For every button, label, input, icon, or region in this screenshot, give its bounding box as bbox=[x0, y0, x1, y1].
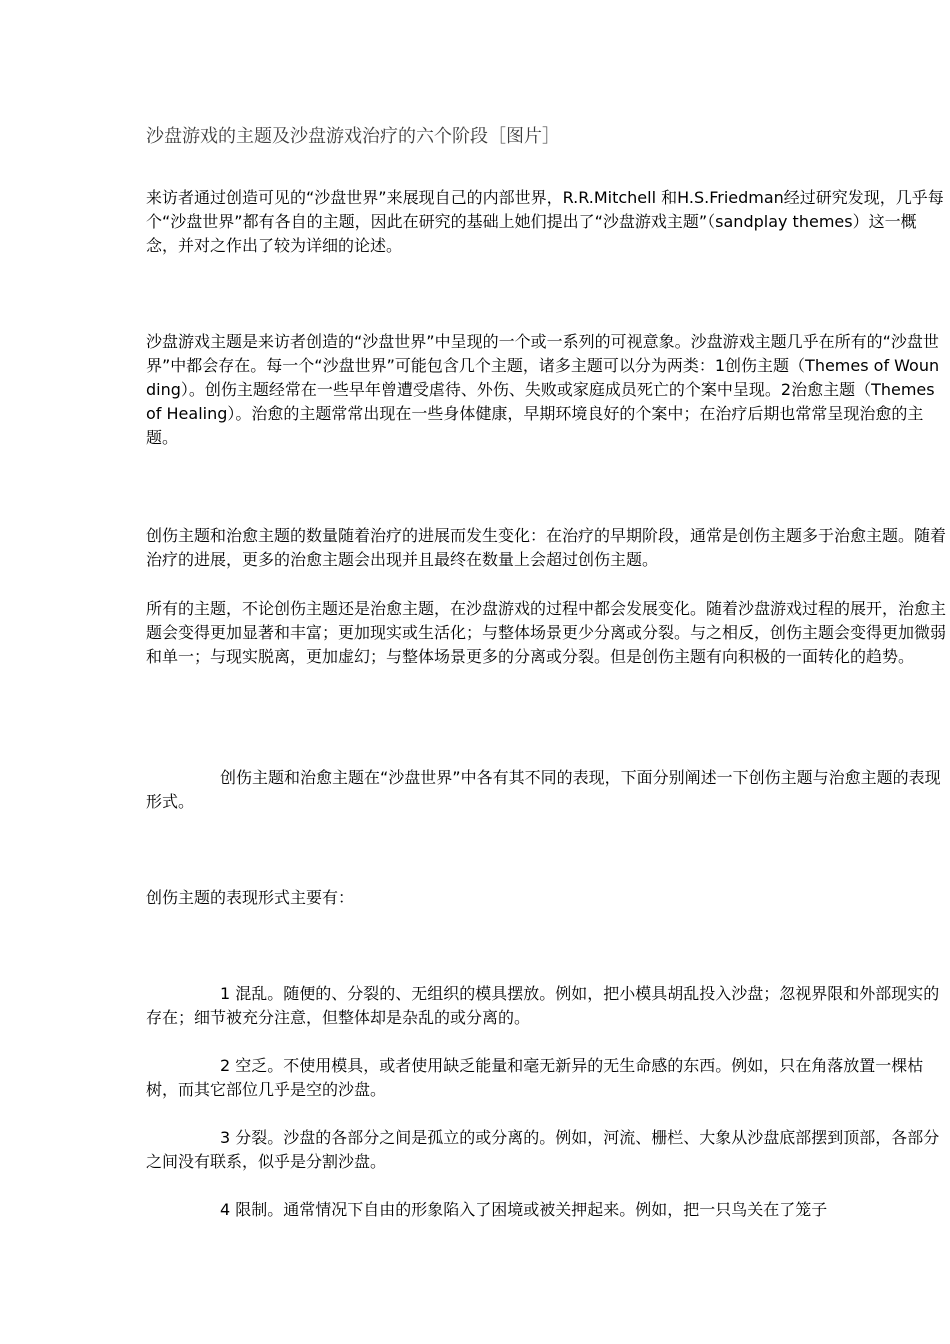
paragraph-themes-change: 创伤主题和治愈主题的数量随着治疗的进展而发生变化：在治疗的早期阶段，通常是创伤主题多于治愈主题。随着治疗的进展，更多的治愈主题会出现并且最终在数量上会超过创伤主题。 bbox=[146, 526, 947, 569]
list-item-restriction: 4 限制。通常情况下自由的形象陷入了困境或被关押起来。例如，把一只鸟关在了笼子 bbox=[220, 1200, 828, 1219]
list-item-split: 3 分裂。沙盘的各部分之间是孤立的或分离的。例如，河流、栅栏、大象从沙盘底部摆到顶部，各部分之间没有联系，似乎是分割沙盘。 bbox=[146, 1128, 940, 1171]
list-item-chaos: 1 混乱。随便的、分裂的、无组织的模具摆放。例如，把小模具胡乱投入沙盘；忽视界限和外部现实的存在；细节被充分注意，但整体却是杂乱的或分离的。 bbox=[146, 984, 940, 1027]
paragraph-themes-definition: 沙盘游戏主题是来访者创造的“沙盘世界”中呈现的一个或一系列的可视意象。沙盘游戏主题几乎在所有的“沙盘世界”中都会存在。每一个“沙盘世界”可能包含几个主题，诸多主题可以分为两类：1创伤主题（Themes of Wounding）。创伤主题经常在一些早年曾遭受虐待、外伤、失败或家庭成员死亡的个案中呈现。2治愈主题（Themes of Healing）。治愈的主题常常出现在一些身体健康，早期环境良好的个案中；在治疗后期也常常呈现治愈的主题。 bbox=[146, 332, 940, 447]
paragraph-wounding-heading: 创伤主题的表现形式主要有： bbox=[146, 888, 355, 907]
paragraph-themes-expression: 创伤主题和治愈主题在“沙盘世界”中各有其不同的表现，下面分别阐述一下创伤主题与治愈主题的表现形式。 bbox=[146, 768, 941, 811]
list-item-emptiness: 2 空乏。不使用模具，或者使用缺乏能量和毫无新异的无生命感的东西。例如，只在角落放置一棵枯树，而其它部位几乎是空的沙盘。 bbox=[146, 1056, 924, 1099]
paragraph-intro: 来访者通过创造可见的“沙盘世界”来展现自己的内部世界，R.R.Mitchell 和H.S.Friedman经过研究发现，几乎每个“沙盘世界”都有各自的主题，因此在研究的基础上她们提出了“沙盘游戏主题”（sandplay themes）这一概念，并对之作出了较为详细的论述。 bbox=[146, 188, 944, 255]
paragraph-themes-development: 所有的主题，不论创伤主题还是治愈主题，在沙盘游戏的过程中都会发展变化。随着沙盘游戏过程的展开，治愈主题会变得更加显著和丰富；更加现实或生活化；与整体场景更少分离或分裂。与之相反，创伤主题会变得更加微弱和单一；与现实脱离，更加虚幻；与整体场景更多的分离或分裂。但是创伤主题有向积极的一面转化的趋势。 bbox=[146, 599, 947, 666]
document-title: 沙盘游戏的主题及沙盘游戏治疗的六个阶段［图片］ bbox=[146, 126, 560, 147]
